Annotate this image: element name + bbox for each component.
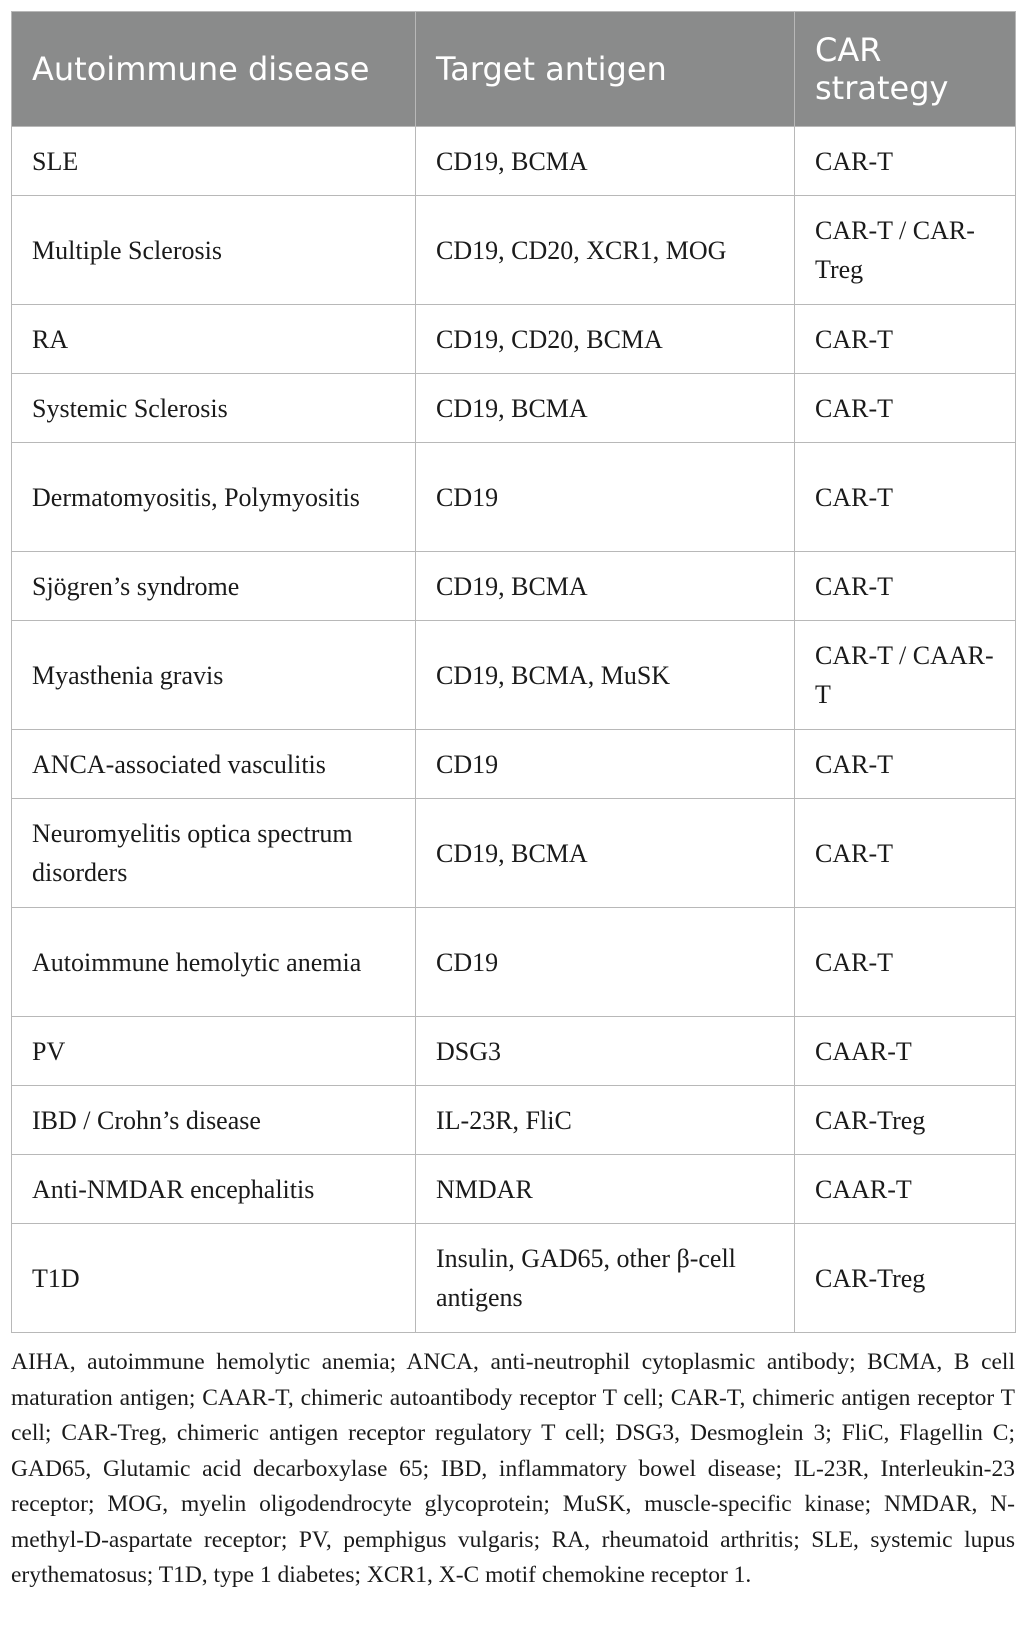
antigen-cell: CD19 (416, 908, 795, 1017)
car-strategy-table (11, 11, 1016, 1333)
antigen-cell: CD19, CD20, XCR1, MOG (416, 196, 795, 305)
strategy-cell: CAR-T / CAR-Treg (795, 196, 1016, 305)
antigen-cell: CD19 (416, 443, 795, 552)
antigen-cell: CD19, BCMA (416, 552, 795, 621)
table-row (12, 1155, 1016, 1224)
disease-cell: Dermatomyositis, Polymyositis (12, 443, 416, 552)
disease-cell: T1D (12, 1224, 416, 1333)
table-row (12, 799, 1016, 908)
antigen-cell: IL-23R, FliC (416, 1086, 795, 1155)
antigen-cell: CD19, CD20, BCMA (416, 305, 795, 374)
disease-cell: Sjögren’s syndrome (12, 552, 416, 621)
disease-cell: Systemic Sclerosis (12, 374, 416, 443)
table-row (12, 1224, 1016, 1333)
antigen-cell: CD19, BCMA (416, 799, 795, 908)
disease-cell: Anti-NMDAR encephalitis (12, 1155, 416, 1224)
header-autoimmune-disease: Autoimmune disease (12, 12, 416, 127)
strategy-cell: CAR-T (795, 443, 1016, 552)
disease-cell: Autoimmune hemolytic anemia (12, 908, 416, 1017)
disease-cell: ANCA-associated vasculitis (12, 730, 416, 799)
table-row (12, 196, 1016, 305)
disease-cell: RA (12, 305, 416, 374)
table-row (12, 552, 1016, 621)
antigen-cell: CD19, BCMA, MuSK (416, 621, 795, 730)
strategy-cell: CAR-T (795, 730, 1016, 799)
table-container (11, 11, 1015, 1594)
disease-cell: SLE (12, 127, 416, 196)
antigen-cell: CD19 (416, 730, 795, 799)
table-header-row (12, 12, 1016, 127)
table-row (12, 621, 1016, 730)
header-target-antigen: Target antigen (416, 12, 795, 127)
strategy-cell: CAR-T (795, 552, 1016, 621)
table-row (12, 908, 1016, 1017)
disease-cell: Multiple Sclerosis (12, 196, 416, 305)
strategy-cell: CAR-T / CAAR-T (795, 621, 1016, 730)
strategy-cell: CAAR-T (795, 1017, 1016, 1086)
strategy-cell: CAR-Treg (795, 1086, 1016, 1155)
antigen-cell: CD19, BCMA (416, 374, 795, 443)
table-footnote: AIHA, autoimmune hemolytic anemia; ANCA, anti-neutrophil cytoplasmic antibody; BCMA, B cell maturation antigen; CAAR-T, chimeric autoantibody receptor T cell; CAR-T, chimeric antigen receptor T cell; CAR-Treg, chimeric antigen receptor regulatory T cell; DSG3, Desmoglein 3; FliC, Flagellin C; GAD65, Glutamic acid decarboxylase 65; IBD, inflammatory bowel disease; IL-23R, Interleukin-23 receptor; MOG, myelin oligodendrocyte glycoprotein; MuSK, muscle-specific kinase; NMDAR, N-methyl-D-aspartate receptor; PV, pemphigus vulgaris; RA, rheumatoid arthritis; SLE, systemic lupus erythematosus; T1D, type 1 diabetes; XCR1, X-C motif chemokine receptor 1. (11, 1349, 1015, 1588)
table-row (12, 730, 1016, 799)
table-row (12, 305, 1016, 374)
strategy-cell: CAAR-T (795, 1155, 1016, 1224)
table-row (12, 1086, 1016, 1155)
table-row (12, 1017, 1016, 1086)
table-row (12, 374, 1016, 443)
strategy-cell: CAR-Treg (795, 1224, 1016, 1333)
header-car-strategy: CAR strategy (795, 12, 1016, 127)
antigen-cell: Insulin, GAD65, other β-cell antigens (416, 1224, 795, 1333)
table-row (12, 127, 1016, 196)
disease-cell: IBD / Crohn’s disease (12, 1086, 416, 1155)
table-row (12, 443, 1016, 552)
antigen-cell: NMDAR (416, 1155, 795, 1224)
strategy-cell: CAR-T (795, 374, 1016, 443)
strategy-cell: CAR-T (795, 908, 1016, 1017)
antigen-cell: CD19, BCMA (416, 127, 795, 196)
antigen-cell: DSG3 (416, 1017, 795, 1086)
disease-cell: Myasthenia gravis (12, 621, 416, 730)
disease-cell: Neuromyelitis optica spectrum disorders (12, 799, 416, 908)
strategy-cell: CAR-T (795, 127, 1016, 196)
strategy-cell: CAR-T (795, 799, 1016, 908)
disease-cell: PV (12, 1017, 416, 1086)
strategy-cell: CAR-T (795, 305, 1016, 374)
